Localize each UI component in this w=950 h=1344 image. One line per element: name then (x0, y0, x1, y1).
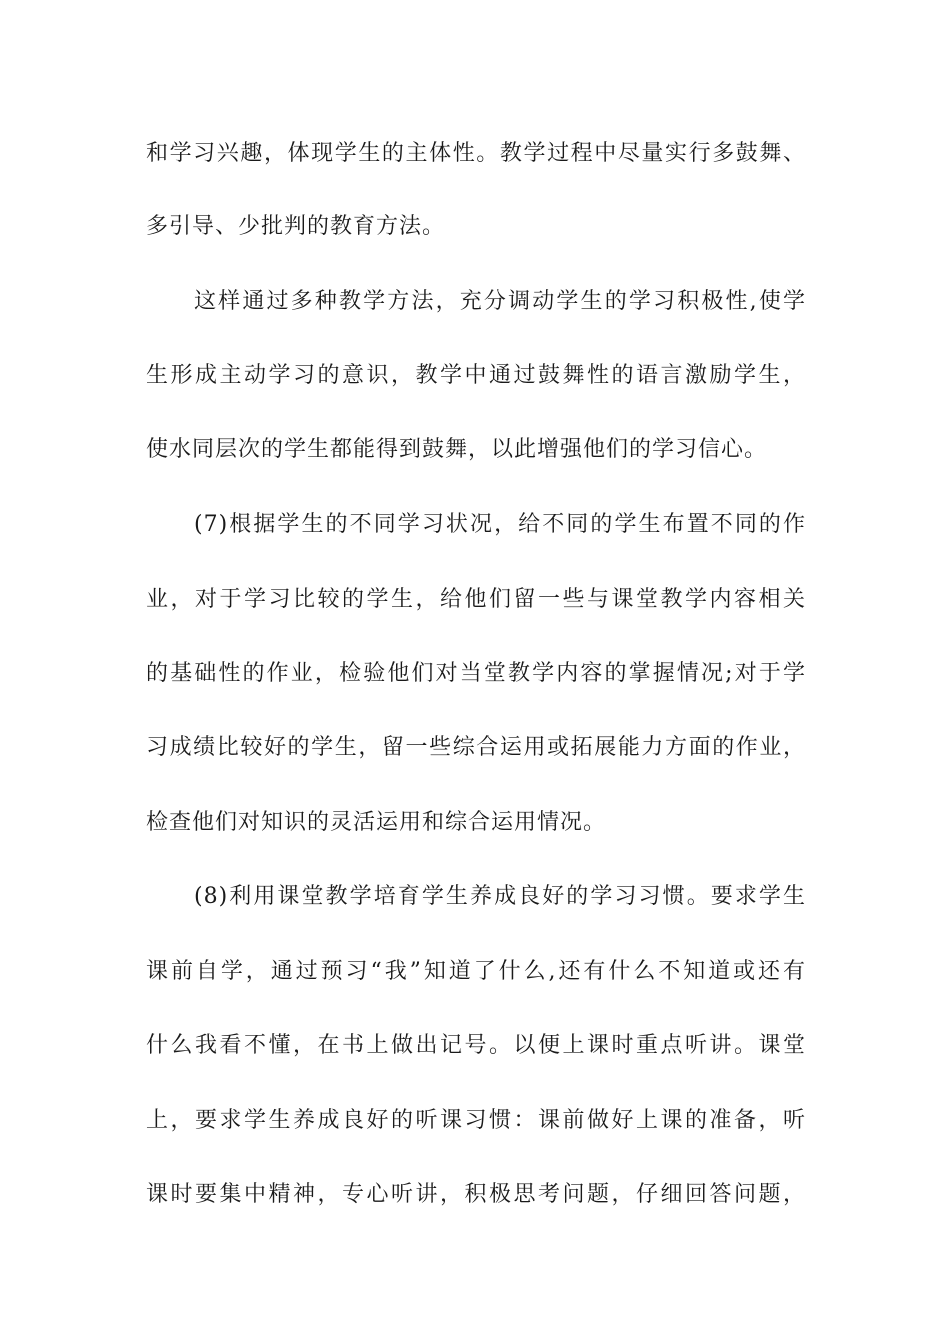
text-line: 上，要求学生养成良好的听课习惯：课前做好上课的准备，听 (146, 1108, 806, 1133)
text-line: (8)利用课堂教学培育学生养成良好的学习习惯。要求学生 (194, 884, 806, 909)
text-line: 什么我看不懂，在书上做出记号。以便上课时重点听讲。课堂 (146, 1033, 806, 1058)
text-line: 业，对于学习比较的学生，给他们留一些与课堂教学内容相关 (146, 587, 806, 612)
text-line: 和学习兴趣，体现学生的主体性。教学过程中尽量实行多鼓舞、 (146, 141, 806, 166)
text-line: 多引导、少批判的教育方法。 (146, 214, 446, 239)
text-line: 使水同层次的学生都能得到鼓舞，以此增强他们的学习信心。 (146, 437, 768, 462)
text-line: 的基础性的作业，检验他们对当堂教学内容的掌握情况;对于学 (146, 661, 806, 686)
text-line: 习成绩比较好的学生，留一些综合运用或拓展能力方面的作业， (146, 735, 806, 760)
text-line: 检查他们对知识的灵活运用和综合运用情况。 (146, 810, 607, 835)
text-line: 课时要集中精神，专心听讲，积极思考问题，仔细回答问题， (146, 1182, 806, 1207)
text-line: 这样通过多种教学方法，充分调动学生的学习积极性,使学 (194, 289, 806, 314)
text-line: (7)根据学生的不同学习状况，给不同的学生布置不同的作 (194, 512, 806, 537)
text-line: 课前自学，通过预习“我”知道了什么,还有什么不知道或还有 (146, 959, 806, 984)
text-line: 生形成主动学习的意识，教学中通过鼓舞性的语言激励学生， (146, 363, 806, 388)
